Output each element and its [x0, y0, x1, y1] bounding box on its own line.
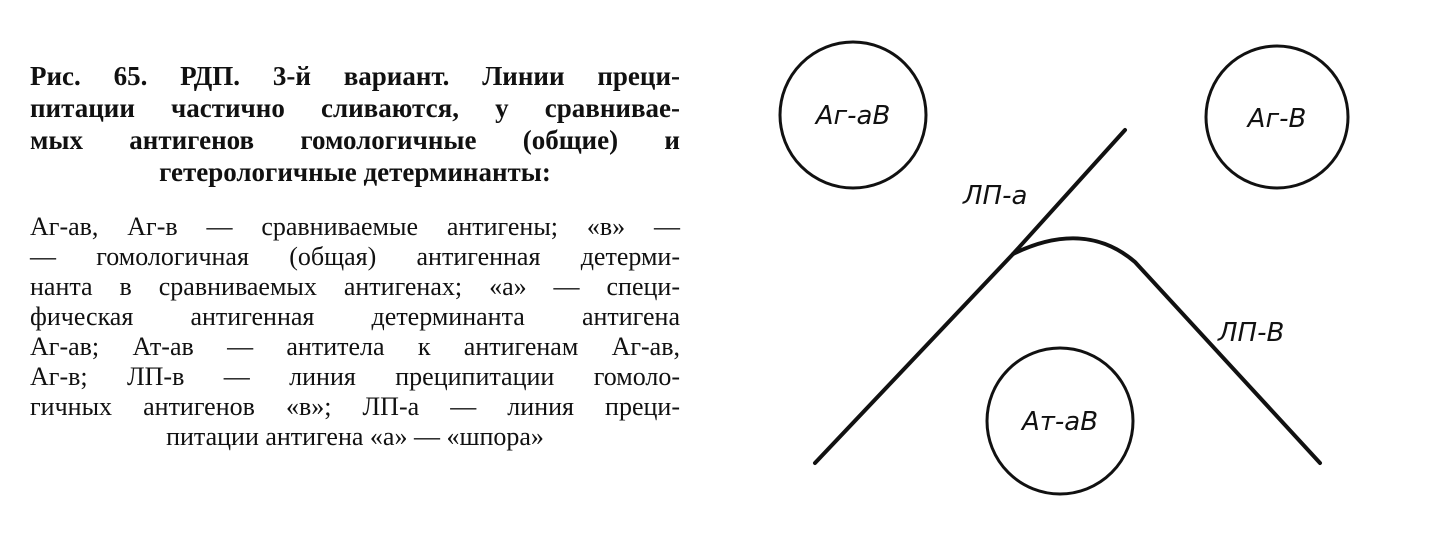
- antibody-ab-label: Ат-аВ: [1021, 407, 1099, 437]
- caption-title-line: гетерологичные детерминанты:: [159, 157, 551, 187]
- legend-line: — гомологичная (общая) антигенная детерми-: [30, 242, 680, 271]
- precipitation-line-a-label: ЛП-а: [963, 181, 1028, 211]
- legend-line: фическая антигенная детерминанта антигена: [30, 302, 680, 331]
- legend-line: питации антигена «а» — «шпора»: [166, 422, 544, 451]
- legend-line: Аг-ав; Ат-ав — антитела к антигенам Аг-ав,: [30, 332, 680, 361]
- legend-line: гичных антигенов «в»; ЛП-а — линия преци-: [30, 392, 680, 421]
- legend-line: Аг-в; ЛП-в — линия преципитации гомоло-: [30, 362, 680, 391]
- antigen-b-label: Аг-В: [1247, 104, 1307, 134]
- legend-line: Аг-ав, Аг-в — сравниваемые антигены; «в» —: [30, 212, 680, 241]
- precipitation-line-b-label: ЛП-В: [1218, 318, 1285, 348]
- legend-line: нанта в сравниваемых антигенах; «а» — специ-: [30, 272, 680, 301]
- precipitation-line-a: [1013, 130, 1125, 254]
- caption-title-line: Рис. 65. РДП. 3-й вариант. Линии преци-: [30, 61, 680, 91]
- antigen-ab-label: Аг-аВ: [815, 101, 891, 131]
- caption-title-line: мых антигенов гомологичные (общие) и: [30, 125, 680, 155]
- caption-title-line: питации частично сливаются, у сравнивае-: [30, 93, 680, 123]
